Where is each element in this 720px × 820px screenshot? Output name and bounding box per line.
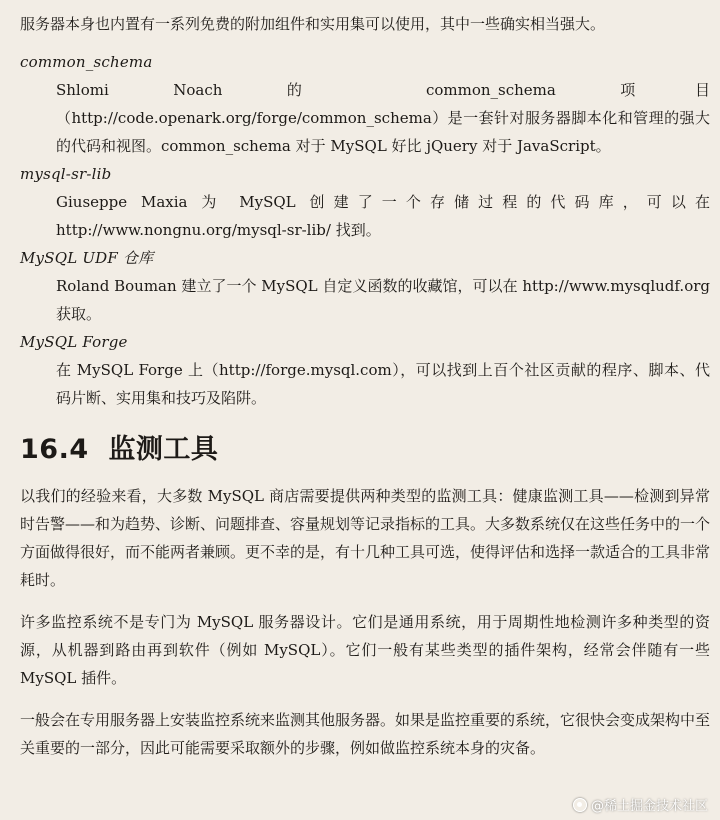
section-number: 16.4: [20, 434, 89, 465]
entry-term: common_schema: [20, 53, 153, 71]
body-paragraph: 以我们的经验来看，大多数 MySQL 商店需要提供两种类型的监测工具：健康监测工具——检测到异常时告警——和为趋势、诊断、问题排查、容量规划等记录指标的工具。大多数系统仅在这些任务中的一个方面做得很好，而不能两者兼顾。更不幸的是，有十几种工具可选，使得评估和选择一款适合的工具非常耗时。: [20, 487, 711, 589]
resource-list: [20, 48, 710, 412]
intro-paragraph: 服务器本身也内置有一系列免费的附加组件和实用集可以使用，其中一些确实相当强大。: [20, 15, 606, 33]
entry-term: MySQL Forge: [20, 333, 128, 351]
entry-definition: 在 MySQL Forge 上（http://forge.mysql.com），可以找到上百个社区贡献的程序、脚本、代码片断、实用集和技巧及陷阱。: [56, 361, 710, 407]
entry-definition: Giuseppe Maxia 为 MySQL 创建了一个存储过程的代码库，可以在 http://www.nongnu.org/mysql-sr-lib/ 找到。: [56, 193, 710, 239]
section-title: 监测工具: [108, 434, 219, 465]
entry-term: MySQL UDF 仓库: [20, 249, 154, 267]
entry-definition: Shlomi Noach 的 common_schema 项目（http://code.openark.org/forge/common_schema）是一套针对服务器脚本化和管理的强大的代码和视图。common_schema 对于 MySQL 好比 jQuery 对于 JavaScript。: [56, 81, 710, 155]
watermark-text: @稀土掘金技术社区: [590, 799, 708, 814]
entry-definition: Roland Bouman 建立了一个 MySQL 自定义函数的收藏馆，可以在 http://www.mysqludf.org 获取。: [56, 277, 710, 323]
community-logo-icon: [573, 798, 587, 812]
watermark: [573, 795, 708, 814]
section-heading: [20, 430, 710, 470]
body-paragraph: 一般会在专用服务器上安装监控系统来监测其他服务器。如果是监控重要的系统，它很快会变成架构中至关重要的一部分，因此可能需要采取额外的步骤，例如做监控系统本身的灾备。: [20, 711, 711, 757]
body-paragraph: 许多监控系统不是专门为 MySQL 服务器设计。它们是通用系统，用于周期性地检测许多种类型的资源，从机器到路由再到软件（例如 MySQL）。它们一般有某些类型的插件架构，经常会伴随有一些 MySQL 插件。: [20, 613, 710, 687]
entry-term: mysql-sr-lib: [20, 165, 112, 183]
